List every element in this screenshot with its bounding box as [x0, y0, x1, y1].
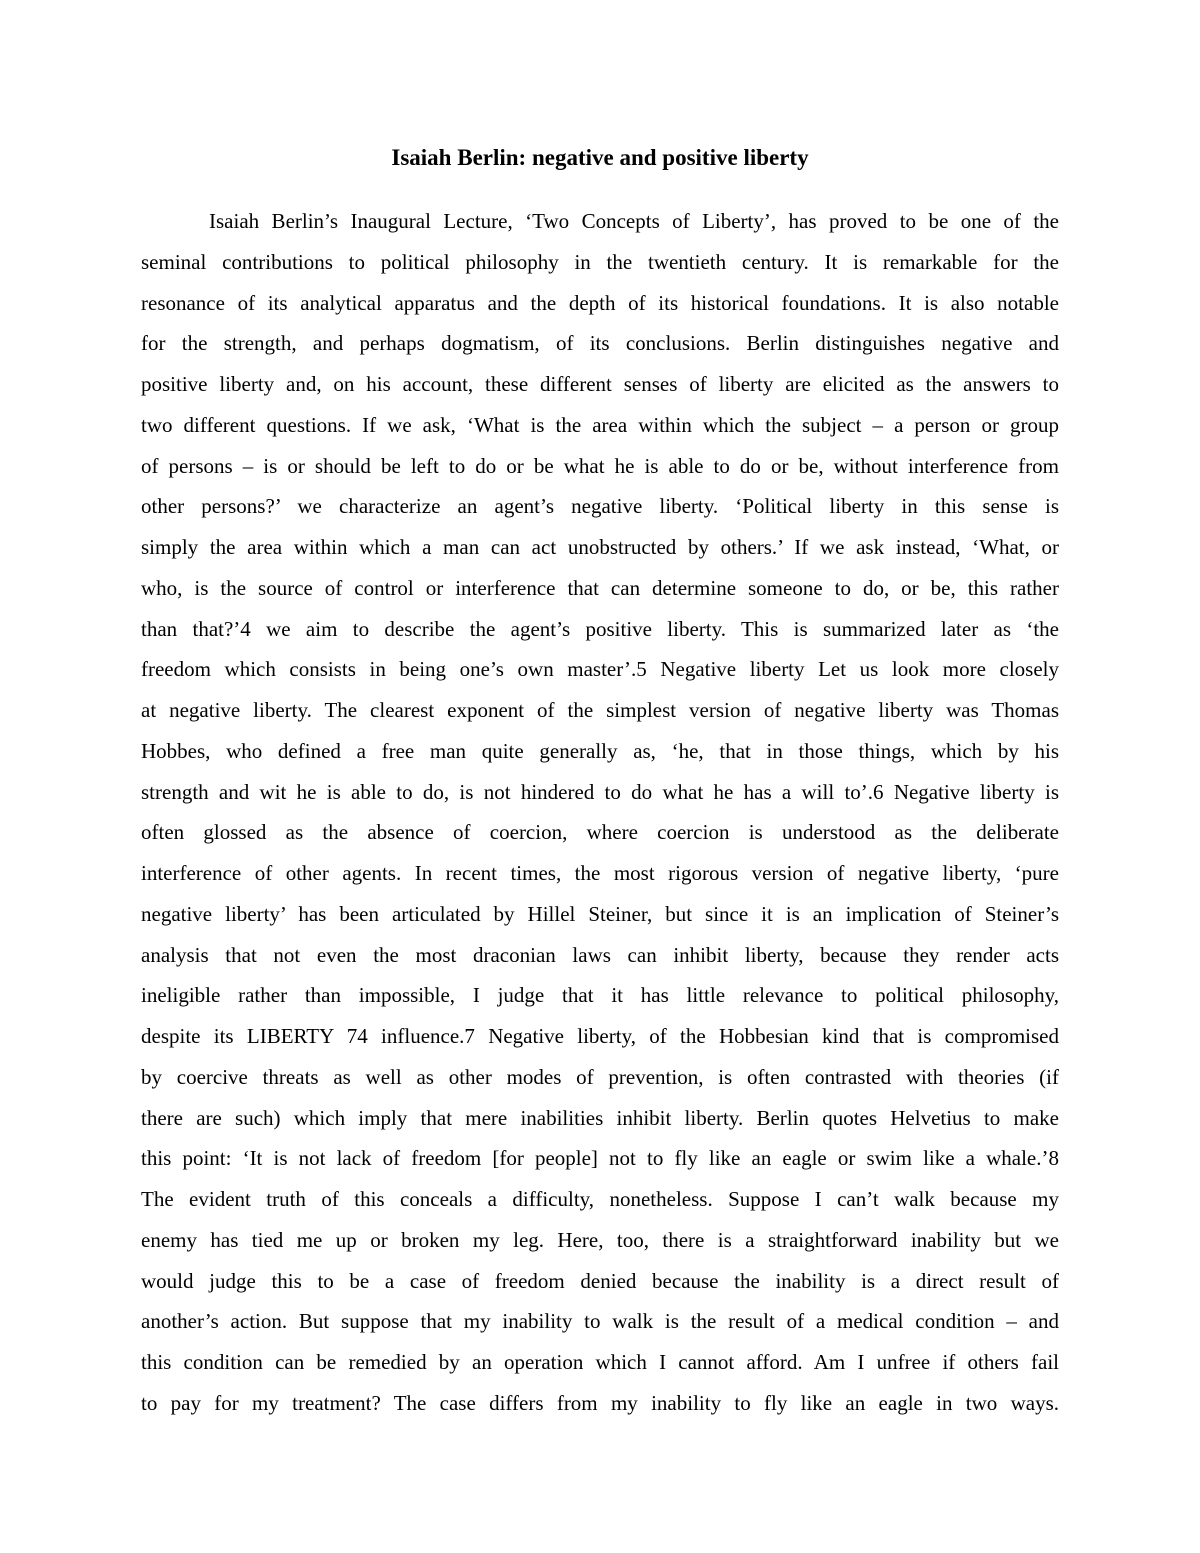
- paragraph-line: there are such) which imply that mere inabilities inhibit liberty. Berlin quotes Helvetius to make: [141, 1105, 1059, 1130]
- paragraph-line: would judge this to be a case of freedom denied because the inability is a direct result of: [141, 1268, 1059, 1293]
- paragraph-line: positive liberty and, on his account, these different senses of liberty are elicited as the answers to: [141, 372, 1059, 396]
- paragraph-line: of persons – is or should be left to do or be what he is able to do or be, without interference from: [141, 453, 1059, 478]
- paragraph-line: this condition can be remedied by an operation which I cannot afford. Am I unfree if others fail: [141, 1350, 1059, 1374]
- paragraph-line: by coercive threats as well as other modes of prevention, is often contrasted with theories (if: [141, 1064, 1059, 1089]
- paragraph-line: analysis that not even the most draconian laws can inhibit liberty, because they render acts: [141, 942, 1059, 967]
- paragraph-line: two different questions. If we ask, ‘What is the area within which the subject – a person or group: [141, 412, 1059, 437]
- document-title: Isaiah Berlin: negative and positive liberty: [391, 145, 809, 170]
- paragraph-line: than that?’4 we aim to describe the agent’s positive liberty. This is summarized later as ‘the: [141, 616, 1059, 641]
- paragraph-line: Hobbes, who defined a free man quite generally as, ‘he, that in those things, which by his: [141, 738, 1059, 763]
- paragraph-line: for the strength, and perhaps dogmatism, of its conclusions. Berlin distinguishes negative and: [141, 331, 1059, 356]
- paragraph-line: enemy has tied me up or broken my leg. Here, too, there is a straightforward inability but we: [141, 1227, 1059, 1252]
- body-paragraph: [141, 201, 1059, 1424]
- paragraph-line: another’s action. But suppose that my inability to walk is the result of a medical condition – and: [141, 1309, 1059, 1334]
- paragraph-line: freedom which consists in being one’s own master’.5 Negative liberty Let us look more closely: [141, 657, 1059, 682]
- paragraph-line: resonance of its analytical apparatus and the depth of its historical foundations. It is also notable: [141, 290, 1059, 315]
- paragraph-line: despite its LIBERTY 74 influence.7 Negative liberty, of the Hobbesian kind that is compromised: [141, 1024, 1059, 1048]
- paragraph-line: Isaiah Berlin’s Inaugural Lecture, ‘Two Concepts of Liberty’, has proved to be one of the: [209, 209, 1059, 233]
- paragraph-line: seminal contributions to political philosophy in the twentieth century. It is remarkable for the: [141, 249, 1059, 274]
- paragraph-line: who, is the source of control or interference that can determine someone to do, or be, this rather: [141, 575, 1059, 600]
- paragraph-line: strength and wit he is able to do, is not hindered to do what he has a will to’.6 Negative liberty is: [141, 779, 1059, 804]
- paragraph-line: interference of other agents. In recent times, the most rigorous version of negative liberty, ‘pure: [141, 861, 1059, 885]
- paragraph-line: often glossed as the absence of coercion, where coercion is understood as the deliberate: [141, 820, 1059, 845]
- paragraph-line: negative liberty’ has been articulated by Hillel Steiner, but since it is an implication of Steiner’s: [141, 901, 1059, 926]
- paragraph-line: to pay for my treatment? The case differs from my inability to fly like an eagle in two ways.: [141, 1390, 1059, 1415]
- paragraph-line: at negative liberty. The clearest exponent of the simplest version of negative liberty was Thomas: [141, 698, 1059, 722]
- paragraph-line: ineligible rather than impossible, I judge that it has little relevance to political philosophy,: [141, 983, 1059, 1008]
- paragraph-line: other persons?’ we characterize an agent’s negative liberty. ‘Political liberty in this sense is: [141, 494, 1059, 519]
- paragraph-line: this point: ‘It is not lack of freedom [for people] not to fly like an eagle or swim like a whale.’8: [141, 1146, 1059, 1171]
- paragraph-line: The evident truth of this conceals a difficulty, nonetheless. Suppose I can’t walk because my: [141, 1187, 1059, 1211]
- paragraph-line: simply the area within which a man can act unobstructed by others.’ If we ask instead, ‘What, or: [141, 535, 1059, 559]
